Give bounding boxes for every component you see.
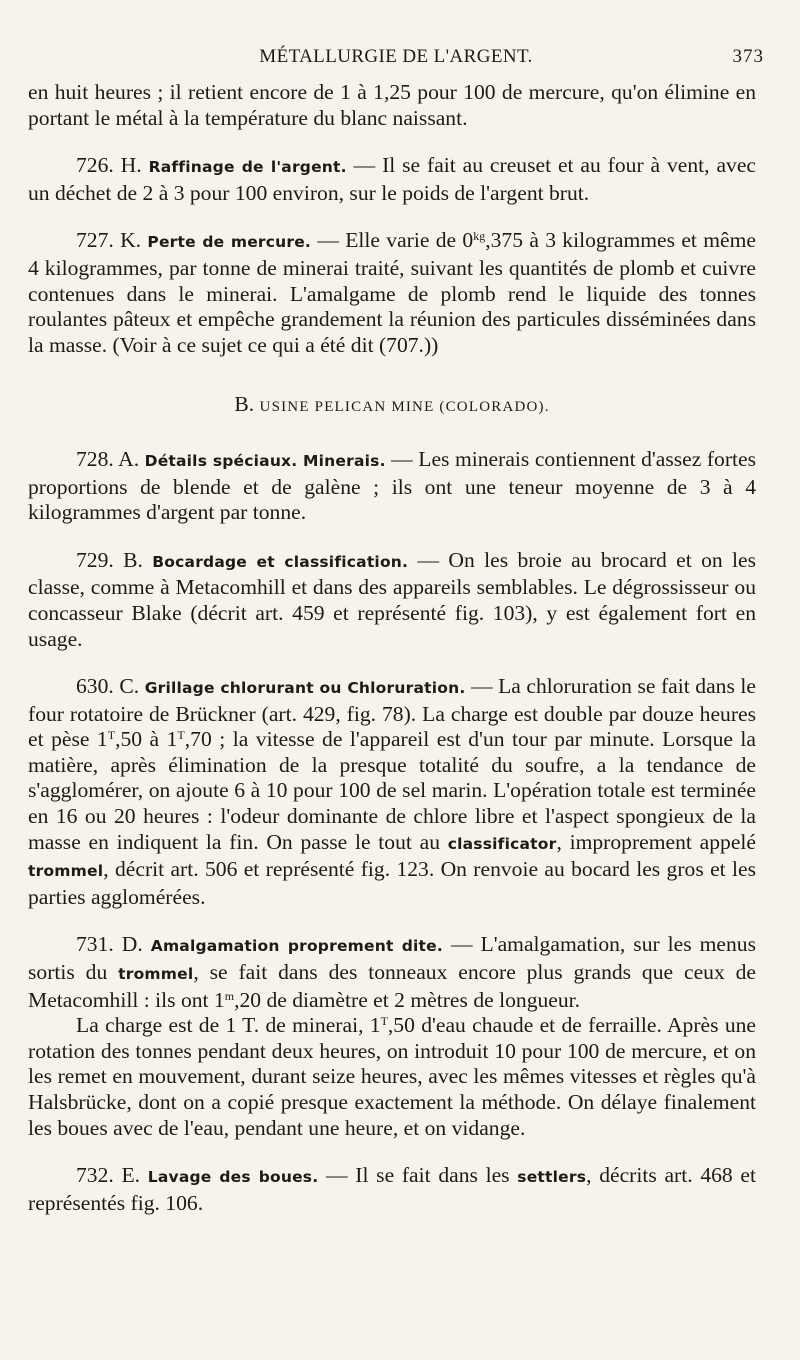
paragraph-text: La charge est de 1 T. de minerai, 1 [76,1013,381,1038]
paragraph-text: ,375 à 3 kilogrammes et même 4 kilogrammes, par tonne de minerai traité, suivant les quantités de plomb et cuivre contenues dans le minerai. L'amalgame de plomb rend le liquide des tonnes roulantes pâteux et empêche grandement la réunion des particules disséminées dans la masse. (Voir à ce sujet ce qui a été dit (707.)) [28,228,756,357]
paragraph-731-continued [28,1013,756,1141]
paragraph-number: 728. A. [76,446,140,471]
unit-superscript: T [107,728,116,743]
page-body [28,80,756,1216]
paragraph-number: 726. H. [76,153,142,178]
paragraph-text: — L'amalgamation, sur les menus sortis du [28,932,756,985]
page-number: 373 [732,46,764,67]
paragraph-heading: Détails spéciaux. Minerais. [144,451,386,470]
bold-term: trommel [118,965,194,984]
paragraph-number: 732. E. [76,1163,141,1188]
section-name: USINE PELICAN MINE (COLORADO). [259,399,550,416]
section-letter: B. [234,392,255,417]
bold-term: classificator [447,834,557,853]
paragraph-text: — Elle varie de 0 [311,228,474,253]
paragraph-continuation: en huit heures ; il retient encore de 1 à 1,25 pour 100 de mercure, qu'on élimine en portant le métal à la température du blanc naissant. [28,80,756,130]
paragraph-731 [28,932,756,1013]
paragraph-729 [28,548,756,652]
paragraph-726 [28,153,756,206]
paragraph-text: ,50 d'eau chaude et de ferraille. Après une rotation des tonnes pendant deux heures, on introduit 10 pour 100 de mercure, et on les remet en mouvement, durant seize heures, avec les mêmes vitesses et règles qu'à Halsbrücke, dont on a copié presque exactement la méthode. On délaye finalement les boues avec de l'eau, pendant une heure, et on vidange. [28,1013,756,1140]
paragraph-heading: Lavage des boues. [147,1168,319,1187]
paragraph-text: , décrits art. 468 et représentés fig. 106. [28,1163,756,1215]
paragraph-727 [28,228,756,358]
paragraph-heading: Perte de mercure. [147,233,312,252]
section-heading [28,392,756,421]
running-header [28,46,764,76]
paragraph-text: , se fait dans des tonneaux encore plus grands que ceux de Metacomhill : ils ont 1 [28,960,756,1012]
running-title: MÉTALLURGIE DE L'ARGENT. [259,46,533,67]
paragraph-728 [28,447,756,526]
paragraph-number: 727. K. [76,228,142,253]
bold-term: trommel [28,862,104,881]
paragraph-text: — Il se fait dans les [318,1163,518,1188]
paragraph-text: — La chloruration se fait dans le four rotatoire de Brückner (art. 429, fig. 78). La charge est double par douze heures et pèse 1 [28,674,756,752]
paragraph-number: 729. B. [76,547,143,572]
paragraph-heading: Bocardage et classification. [152,552,409,571]
unit-superscript: T [177,728,185,743]
paragraph-text: — Il se fait au creuset et au four à vent, avec un déchet de 2 à 3 pour 100 environ, sur le poids de l'argent brut. [28,153,757,205]
paragraph-heading: Grillage chlorurant ou Chloruration. [144,679,466,698]
paragraph-732 [28,1163,756,1216]
paragraph-text: , décrit art. 506 et représenté fig. 123. On renvoie au bocard les gros et les parties agglomérées. [28,857,756,909]
paragraph-730 [28,674,756,910]
unit-superscript: m [224,988,235,1003]
paragraph-heading: Amalgamation proprement dite. [150,937,443,956]
paragraph-heading: Raffinage de l'argent. [148,158,347,177]
bold-term: settlers [517,1168,587,1187]
paragraph-number: 630. C. [76,674,140,699]
paragraph-text: — Les minerais contiennent d'assez fortes proportions de blende et de galène ; ils ont une teneur moyenne de 3 à 4 kilogrammes d'argent par tonne. [28,446,756,525]
paragraph-text: — On les broie au brocard et on les classe, comme à Metacomhill et dans des appareils semblables. Le dégrossisseur ou concasseur Blake (décrit art. 459 et représenté fig. 103), y est également fort en usage. [28,547,756,651]
unit-superscript: T [380,1014,388,1029]
paragraph-text: ,20 de diamètre et 2 mètres de longueur. [234,987,581,1012]
paragraph-text: , improprement appelé [556,829,756,854]
unit-superscript: kg [473,229,486,244]
paragraph-text: ,70 ; la vitesse de l'appareil est d'un tour par minute. Lorsque la matière, après élimination de la presque totalité du soufre, a la tendance de s'agglomérer, on ajoute 6 à 10 pour 100 de sel marin. L'opération totale est terminée en 16 ou 20 heures : l'odeur dominante de chlore libre et l'aspect spongieux de la masse en indiquent la fin. On passe le tout au [28,727,757,854]
paragraph-number: 731. D. [76,932,143,957]
paragraph-text: ,50 à 1 [115,727,178,752]
